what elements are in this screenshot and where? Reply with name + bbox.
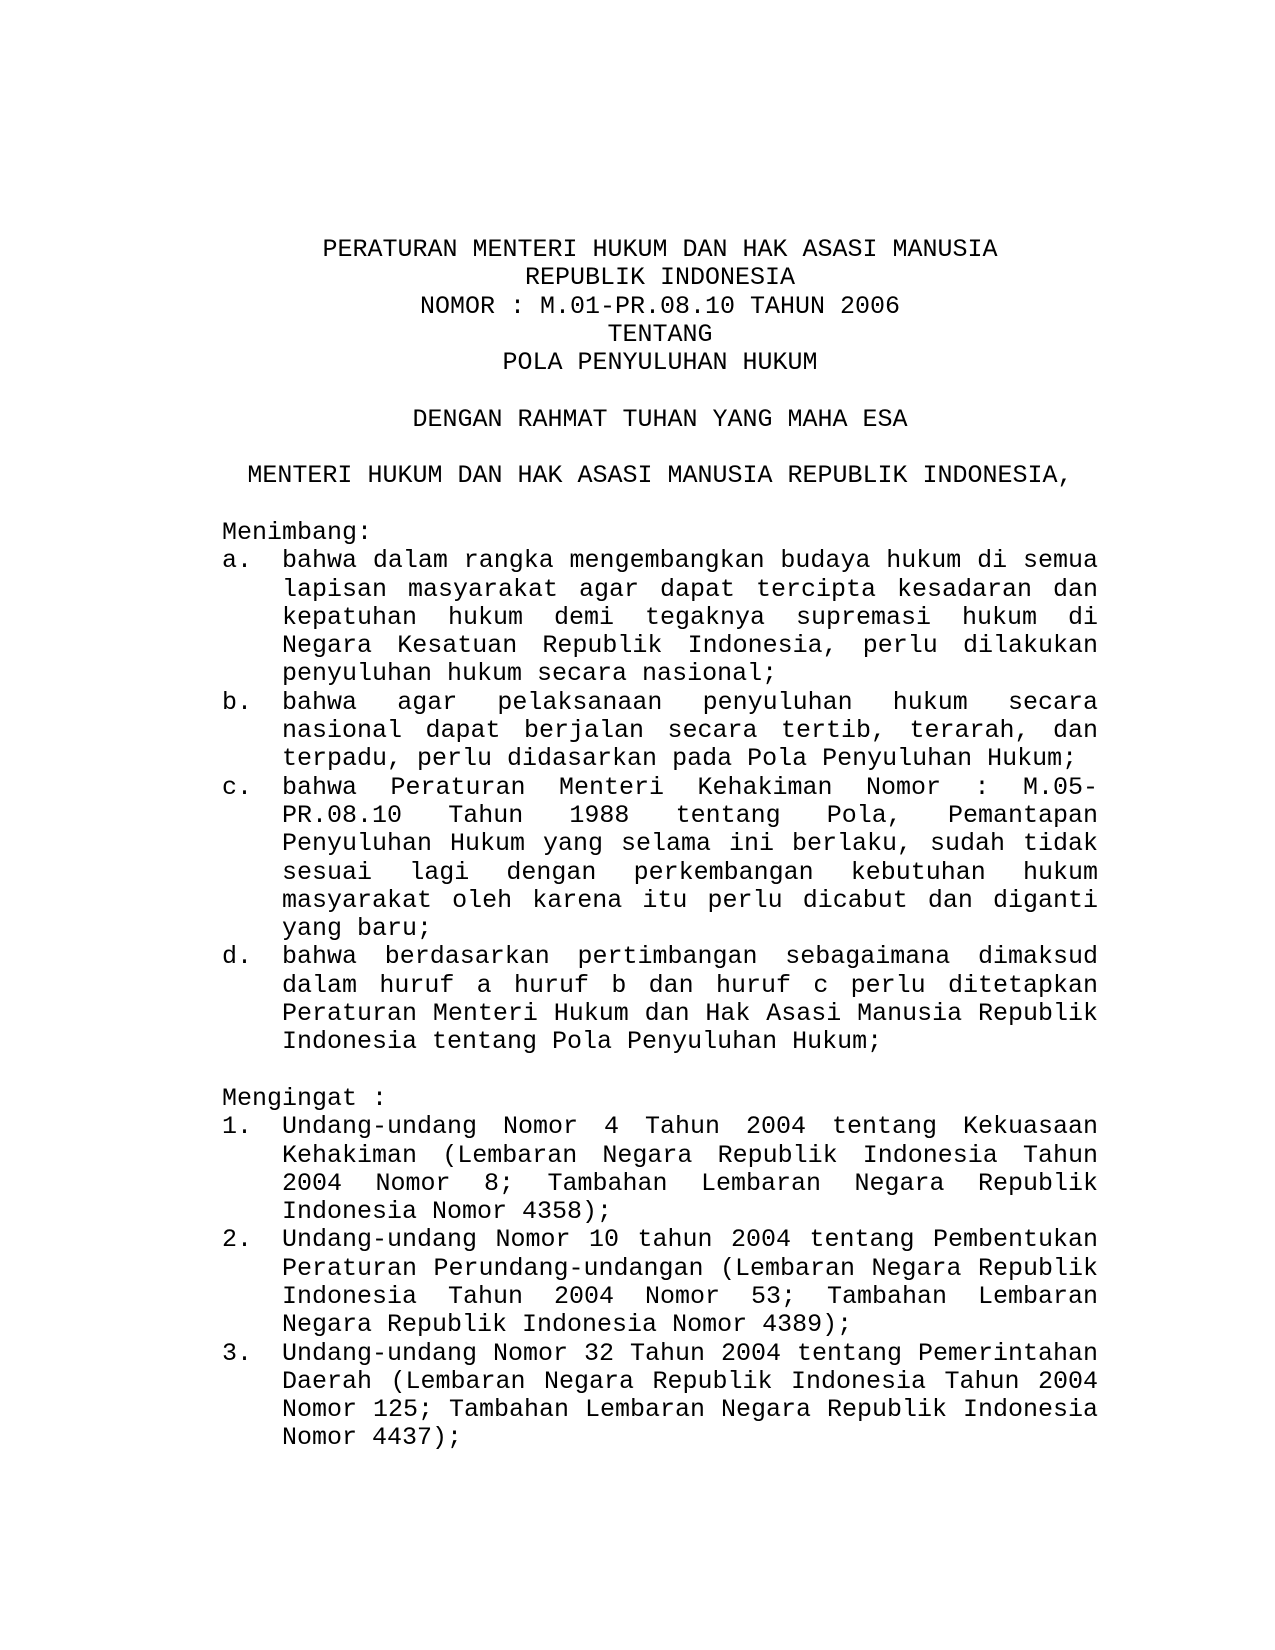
title-line-2: REPUBLIK INDONESIA [524, 263, 796, 293]
item-text: Undang-undang Nomor 10 tahun 2004 tentang Pembentukan Peraturan Perundang-undangan (Lembaran Negara Republik Indonesia Tahun 2004 Nomor 53; Tambahan Lembaran Negara Republik Indonesia Nomor 4389); [282, 1225, 1098, 1340]
title-line-1: PERATURAN MENTERI HUKUM DAN HAK ASASI MANUSIA [322, 235, 998, 264]
official-title-line: MENTERI HUKUM DAN HAK ASASI MANUSIA REPUBLIK INDONESIA, [247, 461, 1073, 491]
mengingat-item-3 [222, 1340, 1098, 1453]
item-label: d. [222, 942, 253, 972]
mengingat-item-1 [222, 1113, 1098, 1226]
title-line-number: NOMOR : M.01-PR.08.10 TAHUN 2006 [419, 291, 901, 321]
title-block [222, 236, 1098, 377]
item-text: Undang-undang Nomor 32 Tahun 2004 tentang Pemerintahan Daerah (Lembaran Negara Republik Indonesia Tahun 2004 Nomor 125; Tambahan Lembaran Negara Republik Indonesia Nomor 4437); [282, 1338, 1098, 1453]
blank-line [222, 377, 1098, 405]
menimbang-item-b [222, 689, 1098, 774]
item-label: 1. [222, 1112, 253, 1142]
blank-line [222, 434, 1098, 462]
blank-line [222, 1057, 1098, 1085]
item-text: bahwa dalam rangka mengembangkan budaya hukum di semua lapisan masyarakat agar dapat tercipta kesadaran dan kepatuhan hukum demi tegaknya supremasi hukum di Negara Kesatuan Republik Indonesia, perlu dilakukan penyuluhan hukum secara nasional; [282, 546, 1098, 689]
menimbang-item-d [222, 943, 1098, 1056]
item-text: bahwa berdasarkan pertimbangan sebagaimana dimaksud dalam huruf a huruf b dan huruf c perlu ditetapkan Peraturan Menteri Hukum dan Hak Asasi Manusia Republik Indonesia tentang Pola Penyuluhan Hukum; [282, 942, 1098, 1057]
title-line-subject: POLA PENYULUHAN HUKUM [502, 348, 818, 378]
item-label: 2. [222, 1225, 253, 1255]
item-label: b. [222, 687, 253, 717]
invocation-line: DENGAN RAHMAT TUHAN YANG MAHA ESA [412, 404, 908, 434]
mengingat-item-2 [222, 1226, 1098, 1339]
item-label: c. [222, 772, 253, 802]
menimbang-item-a [222, 547, 1098, 688]
item-label: 3. [222, 1338, 253, 1368]
mengingat-heading: Mengingat : [222, 1083, 388, 1113]
title-line-tentang: TENTANG [607, 319, 713, 349]
item-text: Undang-undang Nomor 4 Tahun 2004 tentang Kekuasaan Kehakiman (Lembaran Negara Republik Indonesia Tahun 2004 Nomor 8; Tambahan Lembaran Negara Republik Indonesia Nomor 4358); [282, 1112, 1098, 1227]
item-text: bahwa agar pelaksanaan penyuluhan hukum secara nasional dapat berjalan secara tertib, terarah, dan terpadu, perlu didasarkan pada Pola Penyuluhan Hukum; [282, 687, 1098, 774]
item-label: a. [222, 546, 253, 576]
menimbang-item-c [222, 774, 1098, 944]
item-text: bahwa Peraturan Menteri Kehakiman Nomor : M.05-PR.08.10 Tahun 1988 tentang Pola, Pemantapan Penyuluhan Hukum yang selama ini berlaku, sudah tidak sesuai lagi dengan perkembangan kebutuhan hukum masyarakat oleh karena itu perlu dicabut dan diganti yang baru; [282, 772, 1098, 944]
document-content [222, 236, 1098, 1453]
blank-line [222, 491, 1098, 519]
menimbang-heading: Menimbang: [222, 517, 373, 547]
